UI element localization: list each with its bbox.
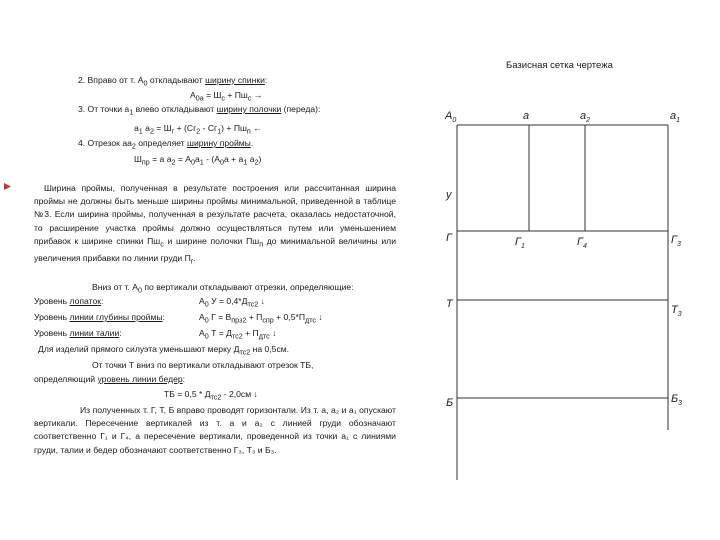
paragraph-pit-width: Ширина проймы, полученная в результате построения или рассчитанная ширина проймы не должны быть меньше ширины проймы минимальной, приведенной в таблице №3. Если ширина проймы, полученная в результате расчета, оказалась недостаточной, то расширение участка проймы должно осуществляться путем или уменьшением прибавок к ширине спинки $Пш_с$ и ширине полочки $Пш_п$ до минимальной величины или увеличения прибавки по линии груди $П_г$. [34,183,396,266]
label-y: y [446,189,452,201]
level-waist-formula: $А_0$ $Т = Д_{тс2} + П_{дтс}$ ↓ [199,328,277,341]
step-3: 3. От точки $а_1$ влево откладывают ширину полочки (переда): [78,104,321,117]
label-T3: $T_3$ [671,304,682,319]
label-a: a [523,110,530,122]
paragraph-grid-construction: Из полученных т. Г, Т, Б вправо проводят горизонтали. Из т. а, а₂ и а₁ опускают вертикали. Пересечение вертикалей из т. а и а₂ с линией груди обозначают соответственно Г₁ и Г₄, а пересечение вертикали, проведенной из точки а₁ с линиями груди, талии и бедер обозначают соответственно Г₃, Т₃ и Б₃. [34,405,396,455]
straight-silhouette-note: Для изделий прямого силуэта уменьшают мерку $Д_{тс2}$ на 0,5см. [38,344,290,357]
label-G1: $Г_1$ [515,236,525,251]
label-G4: $Г_4$ [577,236,587,251]
step-2: 2. Вправо от т. $А_0$ откладывают ширину спинки: [78,75,268,88]
drawing-title: Базисная сетка чертежа [506,60,613,71]
label-G: Г [446,232,452,244]
level-armhole-label: Уровень линии глубины проймы: [34,312,165,322]
levels-intro: Вниз от т. $А_0$ по вертикали откладывают отрезки, определяющие: [92,282,354,295]
label-G3: $Г_3$ [671,234,681,249]
level-shoulder-blades-formula: $А_0$ $У = 0,4*Д_{тс2}$ ↓ [199,296,265,309]
label-a2: $a_2$ [580,110,591,125]
level-armhole-formula: $А_0$ $Г = В_{прз2} + П_{спр} + 0,5*П_{дтс}$ ↓ [199,312,323,325]
level-waist-label: Уровень линии талии: [34,328,122,338]
label-a1: $a_1$ [670,110,681,125]
label-B: Б [446,397,454,409]
label-T: T [446,298,453,310]
formula-3: $а_1$ $а_2 = Ш_г + (Сг_2 - Сг_1) + Пш_п$ ← [134,123,262,136]
level-shoulder-blades-label: Уровень лопаток: [34,296,104,306]
label-B3: $Б_3$ [671,393,683,408]
label-A0: $A_0$ [445,110,457,125]
formula-2: $А_{0а} = Ш_с + Пш_с$ → [190,90,263,103]
hips-formula: ТБ = $0,5 * Д_{тс2} - 2,0см$ ↓ [164,389,258,402]
hips-intro-2: определяющий уровень линии бедер: [34,374,186,384]
step-4: 4. Отрезок $аа_2$ определяет ширину проймы. [78,138,254,151]
formula-4: $Ш_{пр} = а$ $а_2 = А_0а_1 - (А_0а + а_1$ $а_2$) [134,154,262,167]
hips-intro-1: От точки Т вниз по вертикали откладывают отрезок ТБ, [92,360,314,370]
